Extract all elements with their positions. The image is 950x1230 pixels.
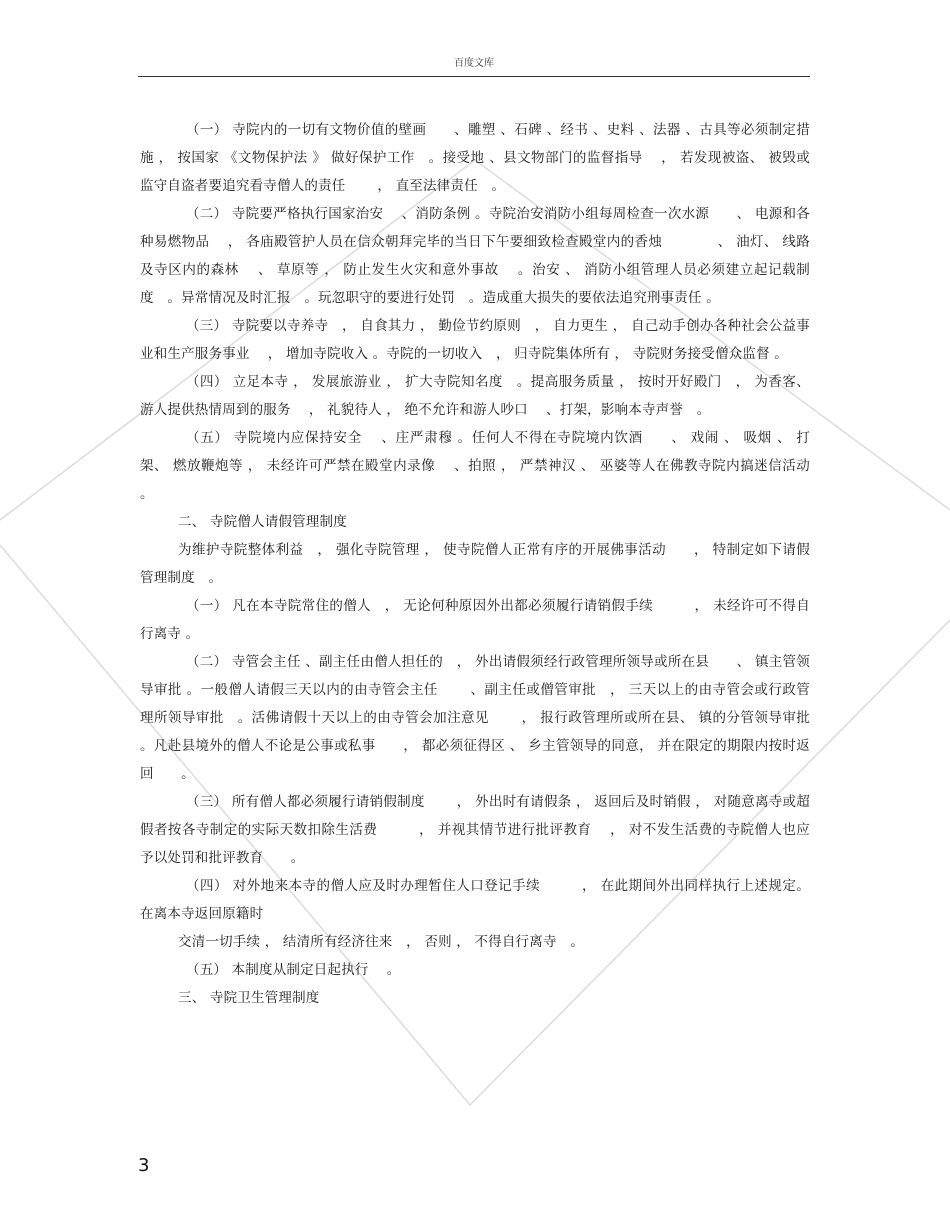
paragraph-safety-order: （五） 寺院境内应保持安全 、庄严肃穆 。任何人不得在寺院境内饮酒 、 戏闹 、 吸烟 、 打架、 燃放鞭炮等 ， 未经许可严禁在殿堂内录像 、拍照 ， 严禁神汉 、 巫婆等人在佛教寺院内搞迷信活动 。 [140, 430, 810, 502]
section-heading-hygiene: 三、 寺院卫生管理制度 [178, 990, 320, 1006]
paragraph-leave-rule-1: （一） 凡在本寺院常住的僧人 ， 无论何种原因外出都必须履行请销假手续 ， 未经许可不得自行离寺 。 [140, 598, 810, 642]
header-title: 百度文库 [454, 58, 494, 69]
paragraph-leave-rule-3: （三） 所有僧人都必须履行请销假制度 ， 外出时有请假条 ， 返回后及时销假 ， 对随意离寺或超假者按各寺制定的实际天数扣除生活费 ， 并视其情节进行批评教育 ， 对不发生活费的寺院僧人也应予以处罚和批评教育 。 [140, 794, 810, 866]
section-heading-leave: 二、 寺院僧人请假管理制度 [178, 514, 347, 530]
paragraph-leave-rule-4: （四） 对外地来本寺的僧人应及时办理暂住人口登记手续 ， 在此期间外出同样执行上述规定。 在离本寺返回原籍时 [140, 878, 810, 922]
paragraph-fire-safety: （二） 寺院要严格执行国家治安 、消防条例 。寺院治安消防小组每周检查一次水源 、 电源和各种易燃物品 ， 各庙殿管护人员在信众朝拜完毕的当日下午要细致检查殿堂内的香烛 、 油灯、 线路及寺区内的森林 、 草原等 ， 防止发生火灾和意外事故 。治安 、 消防小组管理人员必须建立起记载制度 。异常情况及时汇报 。玩忽职守的要进行处罚 。造成重大损失的要依法追究刑事责任 。 [140, 206, 810, 306]
paragraph-leave-intro: 为维护寺院整体利益 ， 强化寺院管理 ， 使寺院僧人正常有序的开展佛事活动 ， 特制定如下请假管理制度 。 [140, 542, 810, 586]
paragraph-leave-rule-2: （二） 寺管会主任 、副主任由僧人担任的 ， 外出请假须经行政管理所领导或所在县 、 镇主管领导审批 。一般僧人请假三天以内的由寺管会主任 、副主任或僧管审批 ， 三天以上的由寺管会或行政管理所领导审批 。活佛请假十天以上的由寺管会加注意见 ， 报行政管理所或所在县、 镇的分管领导审批 。凡赴县境外的僧人不论是公事或私事 ， 都必须征得区 、 乡主管领导的同意， 并在限定的期限内按时返回 。 [140, 654, 810, 782]
paragraph-leave-rule-5: （五） 本制度从制定日起执行 。 [186, 962, 401, 978]
page-number: 3 [138, 1155, 150, 1176]
paragraph-self-support: （三） 寺院要以寺养寺 ， 自食其力 ， 勤俭节约原则 ， 自力更生 ， 自己动手创办各种社会公益事业和生产服务事业 ， 增加寺院收入 。寺院的一切收入 ， 归寺院集体所有 ， 寺院财务接受僧众监督 。 [140, 318, 810, 362]
paragraph-relics-protection: （一） 寺院内的一切有文物价值的壁画 、雕塑 、石碑 、经书 、史料 、法器 、古具等必须制定措施 ， 按国家 《文物保护法 》 做好保护工作 。接受地 、县文物部门的监督指导 ， 若发现被盗、 被毁或监守自盗者要追究看寺僧人的责任 ， 直至法律责任 。 [140, 122, 810, 194]
paragraph-leave-rule-4-continued: 交清一切手续 ， 结清所有经济往来 ， 否则 ， 不得自行离寺 。 [178, 934, 585, 950]
document-body [140, 116, 810, 1012]
page-header [138, 56, 810, 77]
paragraph-tourism: （四） 立足本寺 ， 发展旅游业 ， 扩大寺院知名度 。提高服务质量 ， 按时开好殿门 ， 为香客、 游人提供热情周到的服务 ， 礼貌待人 ， 绝不允许和游人吵口 、打架，影响本寺声誉 。 [140, 374, 810, 418]
